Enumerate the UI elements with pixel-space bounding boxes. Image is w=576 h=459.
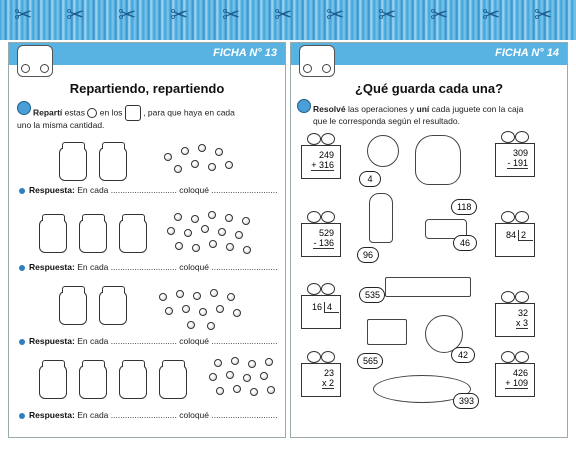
answer-bubble: 46 bbox=[453, 235, 477, 251]
bow-icon bbox=[307, 349, 335, 363]
page-title: Repartiendo, repartiendo bbox=[69, 81, 225, 96]
worksheet-ficha-13 bbox=[8, 42, 286, 438]
operand: 426 bbox=[512, 368, 528, 378]
answer-bubble: 565 bbox=[357, 353, 383, 369]
scissors-icon: ✂ bbox=[170, 2, 189, 27]
gift-box bbox=[301, 363, 341, 397]
bead-icon bbox=[233, 385, 241, 393]
operand: x 2 bbox=[321, 378, 334, 388]
response-label: Respuesta: bbox=[29, 410, 75, 420]
operand: 2 bbox=[518, 230, 533, 241]
bead-icon bbox=[167, 227, 175, 235]
gift-box bbox=[301, 295, 341, 329]
bead-icon bbox=[242, 217, 250, 225]
jar-icon bbox=[39, 365, 67, 399]
page-title: ¿Qué guarda cada una? bbox=[354, 81, 504, 96]
tape-roll-icon bbox=[367, 135, 399, 167]
bead-icon bbox=[176, 290, 184, 298]
bead-icon bbox=[235, 231, 243, 239]
scissors-icon: ✂ bbox=[378, 2, 397, 27]
response-text: En cada ............................ coloqué ............................ bbox=[77, 410, 278, 420]
scissors-icon: ✂ bbox=[66, 2, 85, 27]
bead-icon bbox=[209, 240, 217, 248]
bead-icon bbox=[214, 359, 222, 367]
teddy-bear-icon bbox=[415, 135, 461, 185]
gift-box bbox=[301, 223, 341, 257]
gift-box bbox=[495, 363, 535, 397]
gift-box bbox=[495, 303, 535, 337]
answer-bubble: 535 bbox=[359, 287, 385, 303]
worksheet-ficha-14 bbox=[290, 42, 568, 438]
bead-icon bbox=[225, 161, 233, 169]
instruction-text: , para que haya en cada bbox=[143, 107, 235, 118]
scissors-icon: ✂ bbox=[430, 2, 449, 27]
bead-icon bbox=[174, 165, 182, 173]
operand: 309 bbox=[512, 148, 528, 158]
response-text: En cada ............................ coloqué ............................ bbox=[77, 262, 278, 272]
bead-icon bbox=[248, 360, 256, 368]
operand: 16 bbox=[311, 302, 322, 312]
bead-icon bbox=[187, 321, 195, 329]
bead-icon bbox=[225, 214, 233, 222]
bullet-dot bbox=[19, 339, 25, 345]
instruction-text: en los bbox=[99, 107, 123, 118]
bow-icon bbox=[501, 289, 529, 303]
instruction-text: las operaciones y bbox=[347, 104, 415, 114]
instruction-verb: uní bbox=[416, 104, 430, 114]
instruction-text: cada juguete con la caja bbox=[431, 104, 524, 114]
bullet-dot bbox=[19, 265, 25, 271]
toy-piano-icon bbox=[367, 319, 407, 345]
bow-icon bbox=[307, 281, 335, 295]
scissors-icon: ✂ bbox=[326, 2, 345, 27]
top-banner bbox=[0, 0, 576, 40]
operand: 249 bbox=[318, 150, 334, 160]
operand: 529 bbox=[318, 228, 334, 238]
ficha-number: FICHA N° 13 bbox=[213, 47, 277, 59]
toy-stamp-icon bbox=[17, 45, 53, 77]
bullet-dot bbox=[19, 188, 25, 194]
bullet-dot bbox=[19, 413, 25, 419]
bead-icon bbox=[184, 229, 192, 237]
instruction-text: uno la misma cantidad. bbox=[17, 120, 105, 130]
scissors-icon: ✂ bbox=[534, 2, 553, 27]
bead-icon bbox=[227, 293, 235, 301]
jar-icon bbox=[59, 291, 87, 325]
answer-bubble: 4 bbox=[359, 171, 381, 187]
operand: 23 bbox=[323, 368, 334, 378]
instruction-verb: Repartí bbox=[33, 107, 63, 118]
operand: 32 bbox=[517, 308, 528, 318]
response-line bbox=[29, 410, 278, 420]
answer-bubble: 42 bbox=[451, 347, 475, 363]
instructions bbox=[313, 103, 565, 115]
jar-icon bbox=[119, 365, 147, 399]
bead-icon bbox=[226, 243, 234, 251]
jar-icon bbox=[99, 147, 127, 181]
scissors-icon: ✂ bbox=[222, 2, 241, 27]
answer-bubble: 96 bbox=[357, 247, 379, 263]
bead-icon bbox=[198, 144, 206, 152]
bead-icon bbox=[175, 242, 183, 250]
bead-icon bbox=[182, 305, 190, 313]
jar-icon bbox=[39, 219, 67, 253]
scissors-icon: ✂ bbox=[14, 2, 33, 27]
bead-icon bbox=[164, 153, 172, 161]
bead-icon bbox=[191, 160, 199, 168]
scissors-icon: ✂ bbox=[482, 2, 501, 27]
scissors-icon: ✂ bbox=[274, 2, 293, 27]
bead-icon bbox=[199, 308, 207, 316]
jar-icon bbox=[159, 365, 187, 399]
bead-icon bbox=[243, 246, 251, 254]
jar-icon bbox=[79, 219, 107, 253]
operand: - 191 bbox=[507, 158, 528, 168]
bead-icon bbox=[192, 244, 200, 252]
response-label: Respuesta: bbox=[29, 185, 75, 195]
bead-icon bbox=[209, 373, 217, 381]
jar-icon bbox=[119, 219, 147, 253]
operand: 4 bbox=[324, 302, 339, 313]
bead-icon bbox=[210, 289, 218, 297]
bead-icon bbox=[231, 357, 239, 365]
bead-icon bbox=[267, 386, 275, 394]
bead-icon bbox=[215, 148, 223, 156]
bead-icon bbox=[87, 108, 97, 118]
bead-icon bbox=[216, 387, 224, 395]
jar-icon bbox=[59, 147, 87, 181]
bead-icon bbox=[165, 307, 173, 315]
operand: x 3 bbox=[515, 318, 528, 328]
bead-icon bbox=[226, 371, 234, 379]
toy-train-icon bbox=[385, 277, 471, 297]
bead-icon bbox=[193, 292, 201, 300]
response-text: En cada ............................ coloqué ............................ bbox=[77, 185, 278, 195]
bead-icon bbox=[207, 322, 215, 330]
bead-icon bbox=[243, 374, 251, 382]
bead-icon bbox=[174, 213, 182, 221]
instruction-text: que le corresponda según el resultado. bbox=[313, 116, 460, 126]
jar-icon bbox=[99, 291, 127, 325]
gift-box bbox=[495, 143, 535, 177]
doll-icon bbox=[369, 193, 393, 243]
response-label: Respuesta: bbox=[29, 336, 75, 346]
lightbulb-icon bbox=[17, 101, 31, 115]
jar-icon bbox=[79, 365, 107, 399]
bead-icon bbox=[208, 211, 216, 219]
operand: 84 bbox=[505, 230, 516, 240]
bow-icon bbox=[501, 129, 529, 143]
operand: - 136 bbox=[313, 238, 334, 248]
bead-icon bbox=[218, 228, 226, 236]
bead-icon bbox=[159, 293, 167, 301]
answer-bubble: 118 bbox=[451, 199, 477, 215]
bead-icon bbox=[216, 305, 224, 313]
bead-icon bbox=[233, 309, 241, 317]
bead-icon bbox=[201, 225, 209, 233]
bead-icon bbox=[265, 358, 273, 366]
bead-icon bbox=[181, 147, 189, 155]
jar-icon bbox=[125, 105, 141, 121]
bead-icon bbox=[208, 163, 216, 171]
bead-icon bbox=[260, 372, 268, 380]
instruction-text: estas bbox=[64, 107, 85, 118]
page-footer bbox=[0, 442, 576, 459]
response-line bbox=[29, 185, 278, 195]
lightbulb-icon bbox=[297, 99, 311, 113]
bow-icon bbox=[501, 209, 529, 223]
response-line bbox=[29, 336, 278, 346]
bead-icon bbox=[250, 388, 258, 396]
instruction-verb: Resolvé bbox=[313, 104, 346, 114]
operand: + 316 bbox=[311, 160, 334, 170]
bow-icon bbox=[307, 131, 335, 145]
response-text: En cada ............................ coloqué ............................ bbox=[77, 336, 278, 346]
bow-icon bbox=[501, 349, 529, 363]
ficha-number: FICHA N° 14 bbox=[495, 47, 559, 59]
gift-box bbox=[301, 145, 341, 179]
answer-bubble: 393 bbox=[453, 393, 479, 409]
operand: + 109 bbox=[505, 378, 528, 388]
response-line bbox=[29, 262, 278, 272]
toy-stamp-icon bbox=[299, 45, 335, 77]
bow-icon bbox=[307, 209, 335, 223]
bead-icon bbox=[191, 215, 199, 223]
gift-box bbox=[495, 223, 535, 257]
scissors-icon: ✂ bbox=[118, 2, 137, 27]
response-label: Respuesta: bbox=[29, 262, 75, 272]
